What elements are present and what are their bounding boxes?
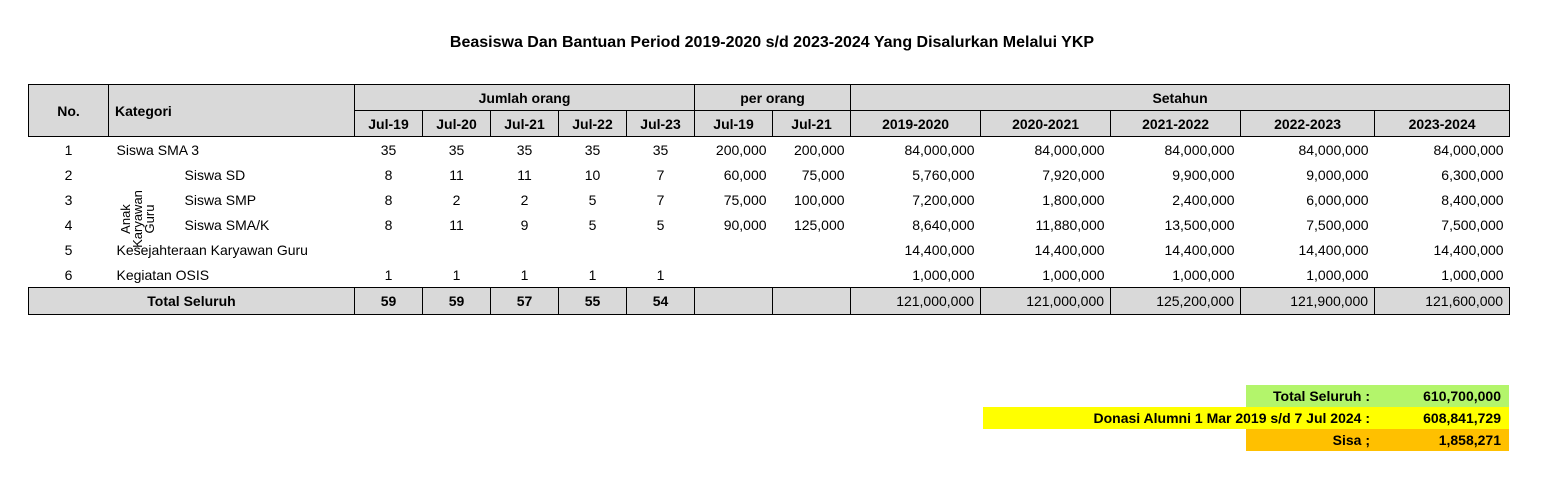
total-jumlah: 54 [627, 288, 695, 315]
row-setahun: 14,400,000 [1164, 241, 1235, 258]
header-jumlah-col: Jul-23 [627, 111, 695, 137]
row-setahun: 1,000,000 [912, 266, 975, 283]
row-jumlah: 35 [448, 141, 465, 158]
summary-total-label: Total Seluruh : [1246, 385, 1378, 407]
total-per-empty [773, 288, 851, 315]
header-setahun-col: 2021-2022 [1111, 111, 1241, 137]
header-jumlah-col: Jul-22 [559, 111, 627, 137]
row-per-orang [695, 237, 773, 262]
row-jumlah: 10 [584, 166, 601, 183]
total-per-empty [695, 288, 773, 315]
row-per-orang: 100,000 [793, 191, 845, 208]
row-setahun: 1,800,000 [1042, 191, 1105, 208]
page-title: Beasiswa Dan Bantuan Period 2019-2020 s/d 2023-2024 Yang Disalurkan Melalui YKP [449, 34, 1095, 51]
summary-total-value: 610,700,000 [1378, 385, 1509, 407]
row-per-orang: 200,000 [715, 141, 767, 158]
row-per-orang [695, 262, 773, 288]
total-setahun: 121,000,000 [981, 288, 1111, 315]
row-setahun: 2,400,000 [1172, 191, 1235, 208]
row-setahun: 14,400,000 [904, 241, 975, 258]
row-setahun: 6,000,000 [1306, 191, 1369, 208]
group-label-anak-karyawan-guru [110, 177, 165, 261]
header-per-col: Jul-19 [695, 111, 773, 137]
total-setahun: 121,900,000 [1241, 288, 1375, 315]
header-per-col: Jul-21 [773, 111, 851, 137]
header-jumlah-col: Jul-21 [491, 111, 559, 137]
row-setahun: 84,000,000 [1164, 141, 1235, 158]
row-setahun: 1,000,000 [1172, 266, 1235, 283]
total-setahun: 121,600,000 [1375, 288, 1510, 315]
scholarship-table [28, 84, 1510, 315]
header-setahun-col: 2020-2021 [981, 111, 1111, 137]
row-setahun: 7,500,000 [1306, 216, 1369, 233]
row-no: 3 [64, 191, 73, 208]
row-jumlah: 1 [520, 266, 529, 283]
table-row [29, 137, 1510, 163]
row-setahun: 84,000,000 [904, 141, 975, 158]
row-jumlah: 8 [384, 216, 393, 233]
summary-sisa-value: 1,858,271 [1378, 429, 1509, 451]
total-jumlah: 59 [355, 288, 423, 315]
row-setahun: 84,000,000 [1433, 141, 1504, 158]
row-per-orang: 200,000 [793, 141, 845, 158]
total-label: Total Seluruh [29, 288, 355, 315]
summary-sisa-label: Sisa ; [1246, 429, 1378, 451]
row-jumlah: 35 [380, 141, 397, 158]
header-setahun-col: 2022-2023 [1241, 111, 1375, 137]
row-jumlah: 11 [449, 216, 464, 233]
table-row [29, 262, 1510, 288]
row-setahun: 6,300,000 [1441, 166, 1504, 183]
total-jumlah: 59 [423, 288, 491, 315]
row-jumlah [423, 237, 491, 262]
total-setahun: 121,000,000 [851, 288, 981, 315]
row-setahun: 1,000,000 [1306, 266, 1369, 283]
row-setahun: 7,920,000 [1042, 166, 1105, 183]
row-jumlah: 5 [656, 216, 665, 233]
row-per-orang: 90,000 [723, 216, 767, 233]
table-row [29, 212, 1510, 237]
row-per-orang: 75,000 [723, 191, 767, 208]
row-jumlah: 1 [656, 266, 665, 283]
row-setahun: 8,640,000 [912, 216, 975, 233]
row-setahun: 14,400,000 [1433, 241, 1504, 258]
row-jumlah [627, 237, 695, 262]
header-setahun-col: 2019-2020 [851, 111, 981, 137]
row-setahun: 9,000,000 [1306, 166, 1369, 183]
row-per-orang: 60,000 [723, 166, 767, 183]
total-jumlah: 55 [559, 288, 627, 315]
row-jumlah: 2 [520, 191, 529, 208]
row-setahun: 13,500,000 [1164, 216, 1235, 233]
row-setahun: 5,760,000 [912, 166, 975, 183]
header-per-orang: per orang [695, 85, 851, 111]
row-setahun: 11,880,000 [1035, 216, 1105, 233]
row-kategori: Kegiatan OSIS [116, 266, 210, 283]
row-jumlah [355, 237, 423, 262]
row-per-orang: 75,000 [801, 166, 845, 183]
group-label-text: Anak Karyawan Guru [117, 190, 157, 248]
header-kategori: Kategori [109, 85, 355, 137]
row-jumlah: 7 [656, 191, 665, 208]
row-jumlah: 1 [384, 266, 393, 283]
row-kategori: Siswa SD [184, 166, 246, 183]
row-setahun: 8,400,000 [1441, 191, 1504, 208]
row-jumlah: 35 [584, 141, 601, 158]
row-jumlah [491, 237, 559, 262]
row-setahun: 84,000,000 [1034, 141, 1105, 158]
row-kategori: Siswa SMA/K [184, 216, 270, 233]
row-jumlah [559, 237, 627, 262]
row-jumlah: 35 [516, 141, 533, 158]
row-jumlah: 35 [652, 141, 669, 158]
row-jumlah: 5 [588, 191, 597, 208]
row-jumlah: 2 [452, 191, 461, 208]
table-row [29, 162, 1510, 187]
row-per-orang [773, 237, 851, 262]
header-jumlah-col: Jul-20 [423, 111, 491, 137]
row-no: 6 [64, 266, 73, 283]
row-jumlah: 11 [449, 166, 464, 183]
table-row [29, 237, 1510, 262]
header-jumlah-col: Jul-19 [355, 111, 423, 137]
row-no: 4 [64, 216, 73, 233]
row-kategori: Siswa SMP [184, 191, 257, 208]
total-setahun: 125,200,000 [1111, 288, 1241, 315]
total-jumlah: 57 [491, 288, 559, 315]
header-jumlah-orang: Jumlah orang [355, 85, 695, 111]
row-no: 5 [64, 241, 73, 258]
row-per-orang [773, 262, 851, 288]
row-setahun: 14,400,000 [1034, 241, 1105, 258]
header-setahun-col: 2023-2024 [1375, 111, 1510, 137]
row-setahun: 84,000,000 [1298, 141, 1369, 158]
row-setahun: 7,200,000 [912, 191, 975, 208]
header-setahun: Setahun [851, 85, 1510, 111]
row-jumlah: 11 [517, 166, 532, 183]
row-kategori: Siswa SMA 3 [116, 141, 199, 158]
table-row [29, 187, 1510, 212]
row-jumlah: 1 [452, 266, 461, 283]
row-setahun: 1,000,000 [1441, 266, 1504, 283]
row-jumlah: 7 [656, 166, 665, 183]
row-setahun: 9,900,000 [1172, 166, 1235, 183]
row-no: 2 [64, 166, 73, 183]
row-per-orang: 125,000 [793, 216, 845, 233]
row-jumlah: 8 [384, 166, 393, 183]
header-no: No. [29, 85, 109, 137]
row-setahun: 1,000,000 [1042, 266, 1105, 283]
row-kategori: Kesejahteraan Karyawan Guru [116, 241, 308, 258]
row-jumlah: 9 [520, 216, 529, 233]
row-no: 1 [64, 141, 73, 158]
row-setahun: 7,500,000 [1441, 216, 1504, 233]
summary-donasi-label: Donasi Alumni 1 Mar 2019 s/d 7 Jul 2024 : [983, 407, 1378, 429]
row-jumlah: 1 [588, 266, 597, 283]
row-jumlah: 8 [384, 191, 393, 208]
summary-donasi-value: 608,841,729 [1378, 407, 1509, 429]
row-jumlah: 5 [588, 216, 597, 233]
total-row [29, 288, 1510, 315]
row-setahun: 14,400,000 [1298, 241, 1369, 258]
